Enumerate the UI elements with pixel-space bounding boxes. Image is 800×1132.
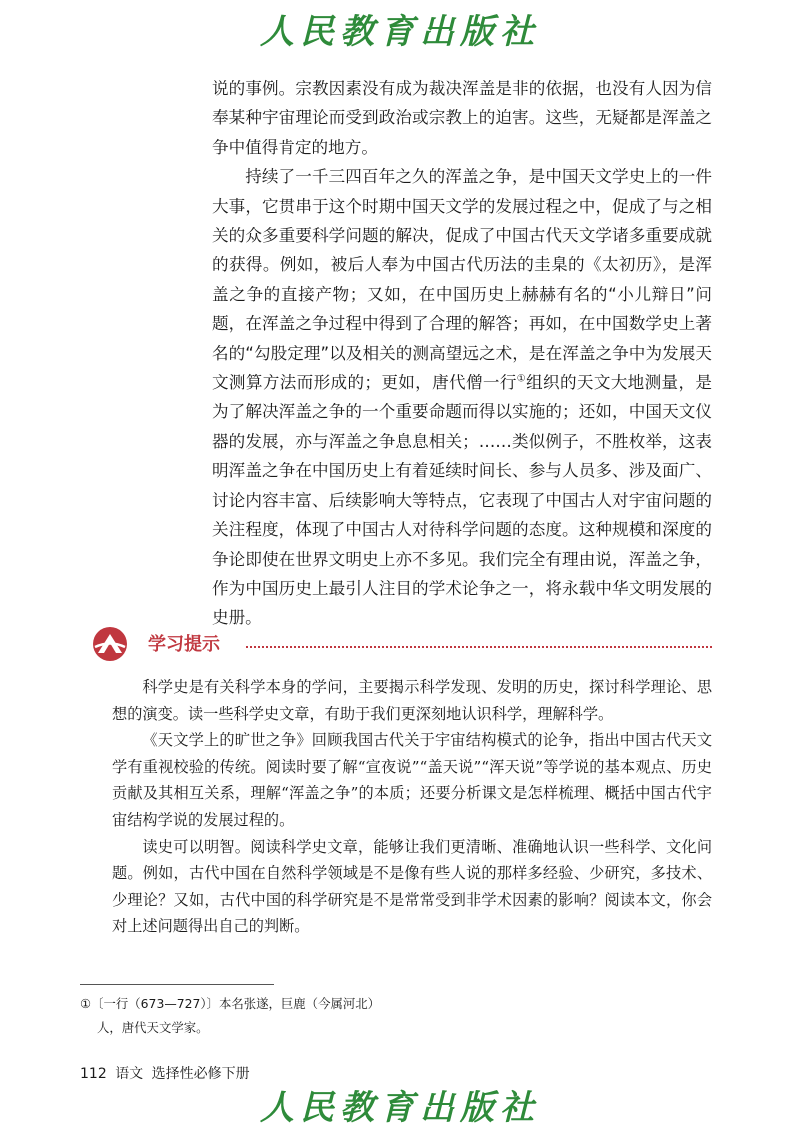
page-number: 112 bbox=[80, 1066, 107, 1082]
study-tips-body bbox=[112, 674, 712, 940]
paragraph-2-part-a: 持续了一千三四百年之久的浑盖之争，是中国天文学史上的一件大事，它贯串于这个时期中国天文学的发展过程之中，促成了与之相关的众多重要科学问题的解决，促成了中国古代天文学诸多重要成就的获得。例如，被后人奉为中国古代历法的圭臬的《太初历》，是浑盖之争的直接产物；又如，在中国历史上赫赫有名的“小儿辩日”问题，在浑盖之争过程中得到了合理的解答；再如，在中国数学史上著名的“勾股定理”以及相关的测高望远之术，是在浑盖之争中为发展天文测算方法而形成的；更如，唐代僧一行 bbox=[212, 167, 712, 393]
paragraph-2 bbox=[212, 162, 712, 633]
subject-label: 语文 bbox=[115, 1066, 144, 1082]
main-text bbox=[212, 74, 712, 633]
paragraph-2-part-b: 组织的天文大地测量，是为了解决浑盖之争的一个重要命题而得以实施的；还如，中国天文仪器的发展，亦与浑盖之争息息相关；……类似例子，不胜枚举，这表明浑盖之争在中国历史上有着延续时间长、参与人员多、涉及面广、讨论内容丰富、后续影响大等特点，它表现了中国古人对宇宙问题的关注程度，体现了中国古人对待科学问题的态度。这种规模和深度的争论即使在世界文明史上亦不多见。我们完全有理由说，浑盖之争，作为中国历史上最引人注目的学术论争之一，将永载中华文明发展的史册。 bbox=[212, 373, 713, 628]
tips-paragraph-1: 科学史是有关科学本身的学问，主要揭示科学发现、发明的历史，探讨科学理论、思想的演变。读一些科学史文章，有助于我们更深刻地认识科学，理解科学。 bbox=[112, 678, 712, 723]
study-tips-title: 学习提示 bbox=[148, 634, 220, 655]
tips-paragraph-3: 读史可以明智。阅读科学史文章，能够让我们更清晰、准确地认识一些科学、文化问题。例如，古代中国在自然科学领域是不是像有些人说的那样多经验、少研究，多技术、少理论？又如，古代中国的科学研究是不是常常受到非学术因素的影响？阅读本文，你会对上述问题得出自己的判断。 bbox=[112, 837, 712, 936]
study-tips-icon bbox=[92, 626, 128, 662]
footnote-mark[interactable]: ① bbox=[516, 373, 527, 385]
footnote-number: ① bbox=[80, 996, 92, 1011]
book-label: 选择性必修下册 bbox=[151, 1066, 250, 1082]
footnote-line-2: 人，唐代天文学家。 bbox=[97, 1020, 209, 1035]
tips-paragraph-2: 《天文学上的旷世之争》回顾我国古代关于宇宙结构模式的论争，指出中国古代天文学有重视校验的传统。阅读时要了解“宣夜说”“盖天说”“浑天说”等学说的基本观点、历史贡献及其相互关系，理解“浑盖之争”的本质；还要分析课文是怎样梳理、概括中国古代宇宙结构学说的发展过程的。 bbox=[112, 731, 712, 829]
footnote-divider bbox=[80, 984, 274, 985]
study-tips-header bbox=[92, 624, 712, 664]
publisher-logo-bottom: 人民教育出版社 bbox=[260, 1088, 540, 1128]
footnote-line-1 bbox=[80, 992, 500, 1016]
footnote-text-1: 〔一行（673—727）〕本名张遂，巨鹿（今属河北） bbox=[91, 996, 381, 1011]
study-tips-divider bbox=[246, 646, 712, 648]
footnote bbox=[80, 992, 500, 1040]
paragraph-1: 说的事例。宗教因素没有成为裁决浑盖是非的依据，也没有人因为信奉某种宇宙理论而受到政治或宗教上的迫害。这些，无疑都是浑盖之争中值得肯定的地方。 bbox=[212, 79, 712, 157]
publisher-logo-top: 人民教育出版社 bbox=[260, 12, 540, 52]
